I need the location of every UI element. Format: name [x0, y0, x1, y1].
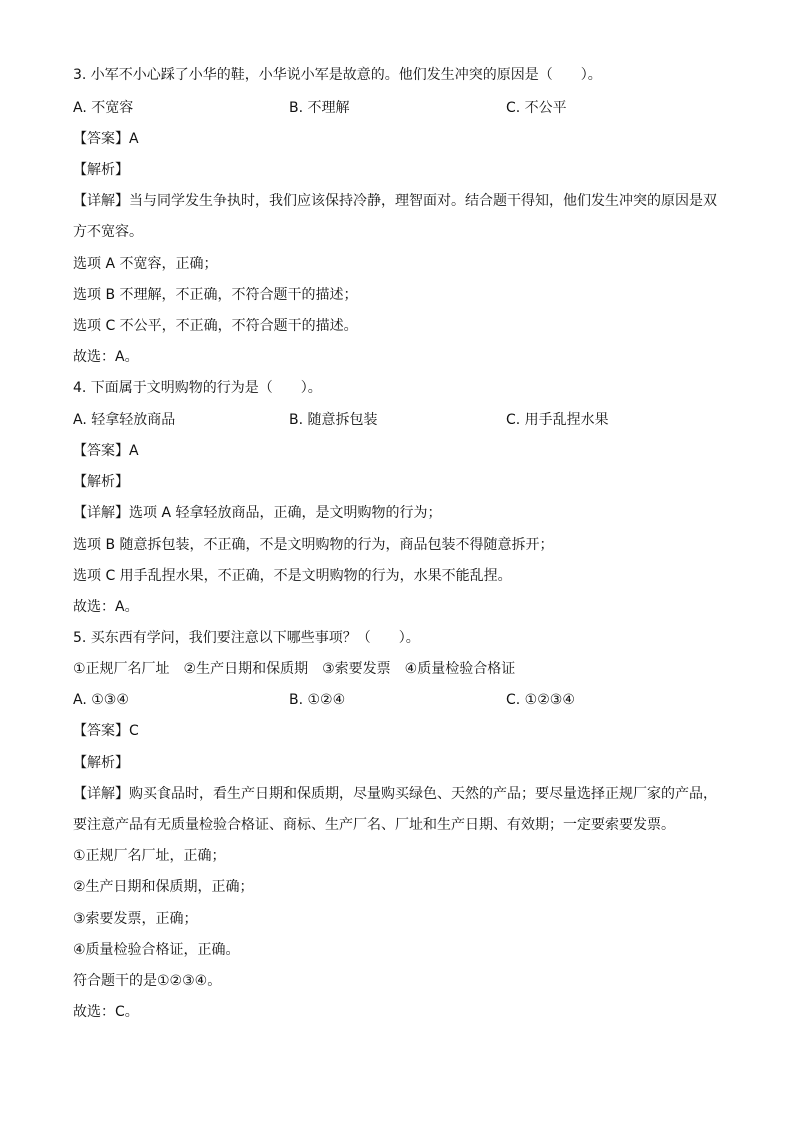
q4-note-c: 选项 C 用手乱捏水果，不正确，不是文明购物的行为，水果不能乱捏。 [73, 568, 512, 584]
q5-answer: 【答案】C [73, 723, 139, 739]
q5-conclusion: 符合题干的是①②③④。 [73, 973, 222, 989]
q3-stem: 3. 小军不小心踩了小华的鞋，小华说小军是故意的。他们发生冲突的原因是（ ）。 [73, 67, 602, 83]
q4-answer: 【答案】A [73, 443, 139, 459]
q4-stem: 4. 下面属于文明购物的行为是（ ）。 [73, 380, 322, 396]
q5-choice: 故选：C。 [73, 1004, 139, 1020]
q5-option-c: C. ①②③④ [506, 692, 575, 708]
q3-note-c: 选项 C 不公平，不正确，不符合题干的描述。 [73, 318, 358, 334]
q5-option-a: A. ①③④ [73, 692, 129, 708]
q5-option-b: B. ①②④ [289, 692, 346, 708]
q3-note-a: 选项 A 不宽容，正确； [73, 256, 218, 272]
q4-option-c: C. 用手乱捏水果 [506, 412, 609, 428]
q4-detail-line-1: 【详解】选项 A 轻拿轻放商品，正确，是文明购物的行为； [73, 505, 442, 521]
q5-point-1: ①正规厂名厂址，正确； [73, 848, 226, 864]
q4-choice: 故选：A。 [73, 599, 139, 615]
q3-note-b: 选项 B 不理解，不正确，不符合题干的描述； [73, 287, 358, 303]
q5-detail-line-2: 要注意产品有无质量检验合格证、商标、生产厂名、厂址和生产日期、有效期；一定要索要发票。 [73, 817, 675, 833]
q5-point-2: ②生产日期和保质期，正确； [73, 879, 254, 895]
q4-option-b: B. 随意拆包装 [289, 412, 378, 428]
q3-option-b: B. 不理解 [289, 100, 350, 116]
q5-analysis-label: 【解析】 [73, 755, 129, 771]
q4-note-b: 选项 B 随意拆包装，不正确，不是文明购物的行为，商品包装不得随意拆开； [73, 537, 554, 553]
q3-detail-line-1: 【详解】当与同学发生争执时，我们应该保持冷静，理智面对。结合题干得知，他们发生冲突的原因是双 [73, 193, 717, 209]
q5-items: ①正规厂名厂址 ②生产日期和保质期 ③索要发票 ④质量检验合格证 [73, 661, 516, 677]
q3-choice: 故选：A。 [73, 349, 139, 365]
q3-detail-line-2: 方不宽容。 [73, 224, 143, 240]
q3-option-c: C. 不公平 [506, 100, 567, 116]
q4-analysis-label: 【解析】 [73, 474, 129, 490]
q5-stem: 5. 买东西有学问，我们要注意以下哪些事项？（ ）。 [73, 630, 420, 646]
q4-option-a: A. 轻拿轻放商品 [73, 412, 176, 428]
q5-point-3: ③索要发票，正确； [73, 911, 198, 927]
q5-point-4: ④质量检验合格证，正确。 [73, 942, 240, 958]
q3-answer: 【答案】A [73, 131, 139, 147]
q3-analysis-label: 【解析】 [73, 162, 129, 178]
q3-option-a: A. 不宽容 [73, 100, 134, 116]
q5-detail-line-1: 【详解】购买食品时，看生产日期和保质期，尽量购买绿色、天然的产品；要尽量选择正规厂家的产品， [73, 786, 717, 802]
